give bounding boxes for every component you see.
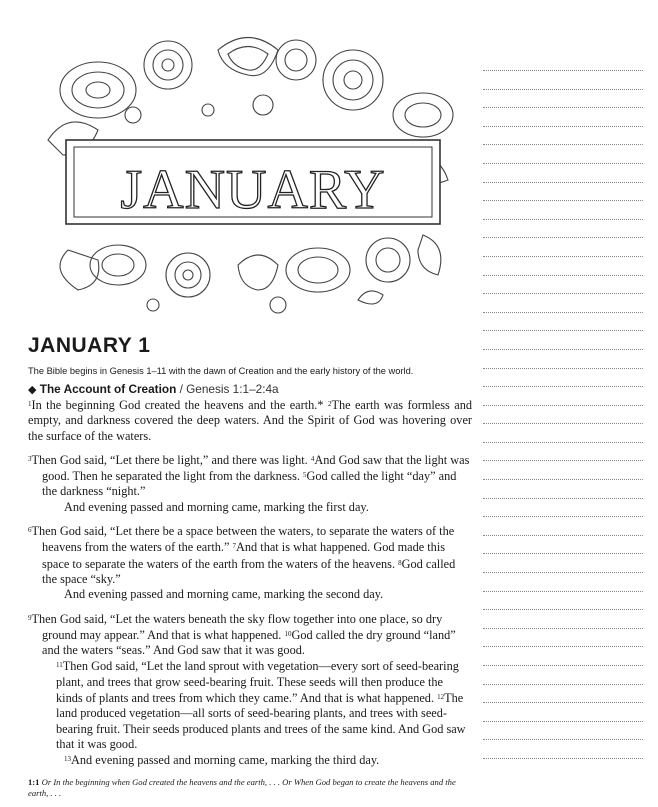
verse-text: Then God said, “Let there be light,” and there was light.: [31, 452, 308, 467]
note-line: [483, 126, 643, 127]
verse-number: 3: [28, 454, 32, 463]
verse-text: The land produced vegetation—all sorts of seed-bearing plants, and trees with seed-bearing fruit. Their seeds produced plants and trees of the same kind. And God saw that it was good.: [56, 691, 466, 751]
january-banner-illustration: [28, 20, 468, 320]
note-line: [483, 386, 643, 387]
note-line: [483, 609, 643, 610]
verse-text: God called the dry ground “land” and the waters “seas.” And God saw that it was good.: [42, 627, 456, 658]
day-title: JANUARY 1: [28, 334, 151, 357]
verse-number: 7: [232, 542, 237, 551]
note-line: [483, 312, 643, 313]
note-line: [483, 70, 643, 71]
verse-number: 2: [327, 400, 332, 408]
closing-line: And evening passed and morning came, marking the second day.: [64, 587, 384, 602]
notes-lines: [483, 70, 643, 777]
reading-content: [28, 334, 472, 799]
verse-number: 6: [28, 526, 32, 535]
title-plaque: [66, 140, 440, 224]
note-line: [483, 330, 643, 331]
note-line: [483, 721, 643, 722]
section-heading: [28, 382, 472, 396]
note-line: [483, 516, 643, 517]
paragraph-2: [28, 452, 472, 515]
verse-text: God called the space “sky.”: [42, 556, 456, 586]
diamond-bullet-icon: ◆: [28, 384, 37, 396]
note-line: [483, 460, 643, 461]
note-line: [483, 405, 643, 406]
note-line: [483, 182, 643, 183]
note-line: [483, 591, 643, 592]
note-line: [483, 423, 643, 424]
note-line: [483, 702, 643, 703]
note-line: [483, 479, 643, 480]
note-line: [483, 144, 643, 145]
verse-text: In the beginning God created the heavens and the earth.*: [31, 398, 324, 412]
note-line: [483, 572, 643, 573]
note-line: [483, 684, 643, 685]
note-line: [483, 293, 643, 294]
note-line: [483, 237, 643, 238]
note-line: [483, 535, 643, 536]
verse-text: Then God said, “Let the land sprout with vegetation—every sort of seed-bearing plant, and trees that grow seed-bearing fruit. These seeds will then produce the kinds of plants and trees from which they came.” And that is what happened.: [56, 659, 459, 706]
note-line: [483, 89, 643, 90]
verse-text: Then God said, “Let there be a space between the waters, to separate the waters of the heavens from the waters of the earth.”: [31, 524, 455, 555]
note-line: [483, 553, 643, 554]
note-line: [483, 665, 643, 666]
verse-number: 1: [28, 400, 32, 408]
note-line: [483, 219, 643, 220]
verse-number: 9: [28, 613, 32, 622]
note-line: [483, 646, 643, 647]
verse-number: 4: [310, 454, 315, 463]
verse-text: And God saw that the light was good. Then he separated the light from the darkness.: [42, 452, 470, 484]
verse-text: And that is what happened. God made this space to separate the waters of the earth from the waters of the heavens.: [42, 540, 446, 571]
verse-number: 12: [437, 693, 445, 702]
note-line: [483, 200, 643, 201]
note-line: [483, 107, 643, 108]
verse-text: And evening passed and morning came, marking the third day.: [71, 753, 380, 768]
section-title: The Account of Creation: [39, 382, 177, 396]
paragraph-3: [28, 523, 472, 602]
note-line: [483, 368, 643, 369]
verse-11-line: [42, 658, 472, 752]
footnote-text: Or In the beginning when God created the heavens and the earth, . . . Or When God began to create the heavens and the earth, . . .: [28, 776, 456, 798]
note-line: [483, 442, 643, 443]
note-line: [483, 628, 643, 629]
note-line: [483, 275, 643, 276]
footnote-ref: 1:1: [28, 776, 40, 787]
footnote: [28, 777, 472, 799]
note-line: [483, 256, 643, 257]
intro-text: The Bible begins in Genesis 1–11 with the dawn of Creation and the early history of the world.: [28, 366, 414, 376]
verse-number: 8: [398, 558, 402, 567]
note-line: [483, 163, 643, 164]
verse-number: 13: [64, 755, 71, 764]
note-line: [483, 758, 643, 759]
closing-line: [42, 752, 472, 768]
verse-text: Then God said, “Let the waters beneath the sky flow together into one place, so dry ground may appear.” And that is what happened.: [31, 611, 443, 642]
banner-month-text: JANUARY: [120, 159, 386, 221]
paragraph-1: [28, 397, 472, 444]
verse-number: 10: [284, 629, 292, 638]
note-line: [483, 349, 643, 350]
verse-number: 5: [303, 471, 307, 480]
verse-number: 11: [56, 661, 63, 670]
note-line: [483, 739, 643, 740]
verse-text: God called the light “day” and the darkness “night.”: [42, 469, 457, 499]
paragraph-4: [28, 611, 472, 769]
verse-text: The earth was formless and empty, and darkness covered the deep waters. And the Spirit of God was hovering over the surface of the waters.: [28, 398, 472, 443]
scripture-reference: / Genesis 1:1–2:4a: [179, 382, 279, 396]
closing-line: And evening passed and morning came, marking the first day.: [64, 499, 369, 514]
note-line: [483, 498, 643, 499]
